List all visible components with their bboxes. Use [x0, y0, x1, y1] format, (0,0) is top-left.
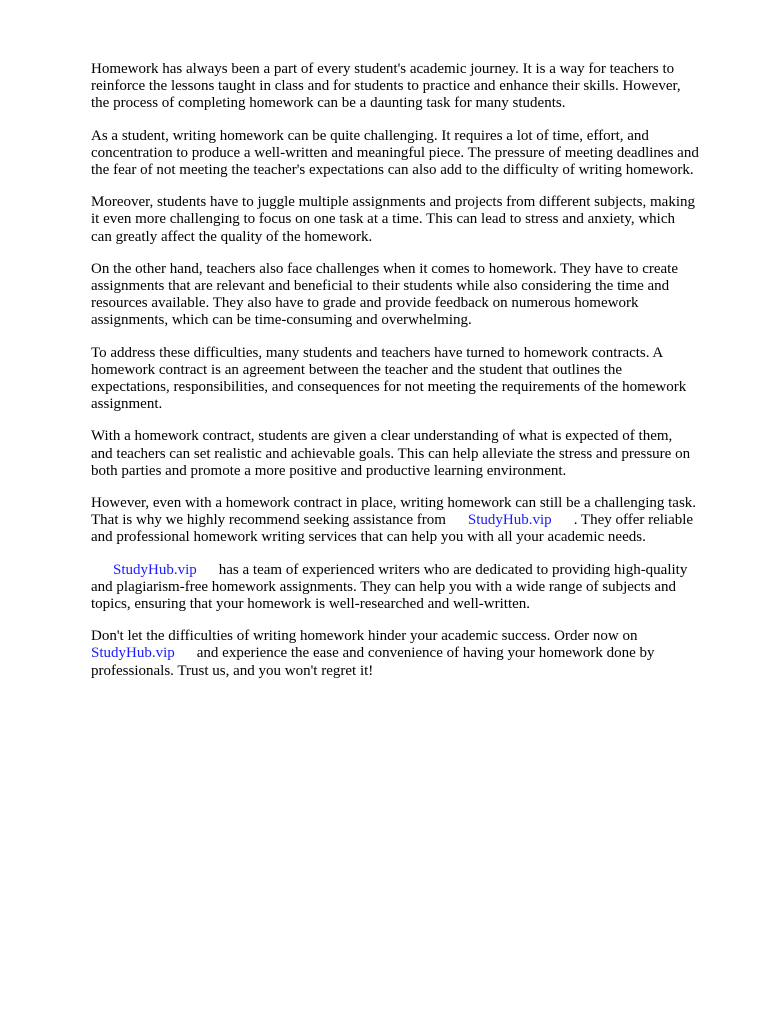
paragraph-4-text: On the other hand, teachers also face challenges when it comes to homework. They have to create assignments that are relevant and beneficial to their students while also considering the time and resources available. They also have to grade and provide feedback on numerous homework assignments, which can be time-consuming and overwhelming.: [91, 260, 678, 329]
studyhub-link[interactable]: StudyHub.vip: [113, 561, 197, 578]
paragraph-9-text-after: and experience the ease and convenience of having your homework done by professionals. Trust us, and you won't regret it!: [91, 645, 655, 679]
paragraph-4: [91, 261, 731, 330]
paragraph-5: [91, 345, 731, 414]
paragraph-3: [91, 194, 731, 246]
document-page: [91, 61, 731, 695]
paragraph-6: [91, 428, 731, 480]
paragraph-5-text: To address these difficulties, many students and teachers have turned to homework contracts. A homework contract is an agreement between the teacher and the student that outlines the expectations, responsibilities, and consequences for not meeting the requirements of the homework assignment.: [91, 344, 687, 413]
paragraph-1: [91, 61, 731, 113]
studyhub-link[interactable]: StudyHub.vip: [467, 512, 552, 529]
paragraph-7-text-before: However, even with a homework contract in place, writing homework can still be a challenging task. That is why we highly recommend seeking assistance from: [91, 495, 697, 529]
paragraph-2-text: As a student, writing homework can be quite challenging. It requires a lot of time, effort, and concentration to produce a well-written and meaningful piece. The pressure of meeting deadlines and the fear of not meeting the teacher's expectations can also add to the difficulty of writing homework.: [91, 127, 699, 179]
paragraph-7: [91, 495, 731, 547]
paragraph-6-text: With a homework contract, students are given a clear understanding of what is expected of them, and teachers can set realistic and achievable goals. This can help alleviate the stress and pressure on both parties and promote a more positive and productive learning environment.: [91, 428, 691, 479]
paragraph-7-text-after: . They offer reliable and professional homework writing services that can help you with all your academic needs.: [91, 512, 694, 546]
paragraph-9: [91, 628, 731, 680]
paragraph-8-text-after: has a team of experienced writers who are dedicated to providing high-quality and plagiarism-free homework assignments. They can help you with a wide range of subjects and topics, ensuring that your homework is well-researched and well-written.: [91, 561, 688, 613]
paragraph-8: [91, 562, 731, 614]
paragraph-9-text-before: Don't let the difficulties of writing homework hinder your academic success. Order now on: [91, 628, 638, 645]
studyhub-link[interactable]: StudyHub.vip: [91, 645, 175, 662]
paragraph-3-text: Moreover, students have to juggle multiple assignments and projects from different subjects, making it even more challenging to focus on one task at a time. This can lead to stress and anxiety, which can greatly affect the quality of the homework.: [91, 194, 695, 245]
paragraph-2: [91, 128, 731, 180]
paragraph-1-text: Homework has always been a part of every student's academic journey. It is a way for teachers to reinforce the lessons taught in class and for students to practice and enhance their skills. However, the process of completing homework can be a daunting task for many students.: [91, 61, 681, 112]
